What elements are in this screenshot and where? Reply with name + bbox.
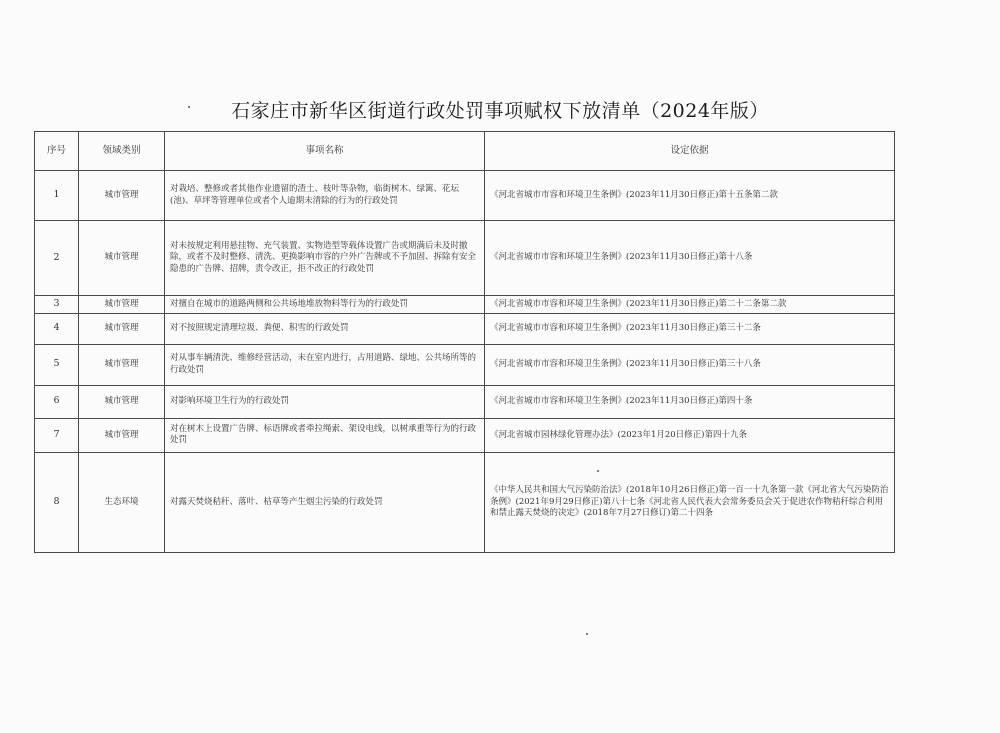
row-item: 对从事车辆清洗、维修经营活动，未在室内进行，占用道路、绿地、公共场所等的行政处罚: [165, 344, 485, 385]
row-category: 城市管理: [79, 171, 165, 221]
table-row: [35, 313, 895, 344]
row-basis: 《河北省城市园林绿化管理办法》(2023年1月20日修正)第四十九条: [485, 418, 895, 452]
row-basis: 《河北省城市市容和环境卫生条例》(2023年11月30日修正)第二十二条第二款: [485, 296, 895, 314]
header-item: 事项名称: [165, 132, 485, 171]
row-item: 对影响环境卫生行为的行政处罚: [165, 385, 485, 418]
row-basis: 《中华人民共和国大气污染防治法》(2018年10月26日修正)第一百一十九条第一款《河北省大气污染防治条例》(2021年9月29日修正)第八十七条《河北省人民代表大会常务委员会关于促进农作物秸秆综合利用和禁止露天焚烧的决定》(2018年7月27日修订)第二十四条: [485, 452, 895, 552]
page-title: 石家庄市新华区街道行政处罚事项赋权下放清单（2024年版）: [231, 100, 769, 122]
row-category: 城市管理: [79, 418, 165, 452]
row-item: 对不按照规定清理垃圾、粪便、积雪的行政处罚: [165, 313, 485, 344]
header-basis: 设定依据: [485, 132, 895, 171]
row-basis: 《河北省城市市容和环境卫生条例》(2023年11月30日修正)第三十八条: [485, 344, 895, 385]
table-row: [35, 452, 895, 552]
table-header-row: [35, 132, 895, 171]
scan-speck: [597, 470, 599, 472]
row-num: 7: [35, 418, 79, 452]
row-num: 1: [35, 171, 79, 221]
table-row: [35, 171, 895, 221]
table-row: [35, 296, 895, 314]
row-category: 城市管理: [79, 221, 165, 296]
row-num: 6: [35, 385, 79, 418]
scan-speck: [188, 106, 190, 108]
row-basis: 《河北省城市市容和环境卫生条例》(2023年11月30日修正)第十八条: [485, 221, 895, 296]
row-basis: 《河北省城市市容和环境卫生条例》(2023年11月30日修正)第三十二条: [485, 313, 895, 344]
scan-speck: [586, 633, 588, 635]
row-item: 对栽培、整修或者其他作业遗留的渣土、枝叶等杂物，临街树木、绿篱、花坛(池)、草坪等管理单位或者个人逾期未清除的行为的行政处罚: [165, 171, 485, 221]
table-row: [35, 344, 895, 385]
row-item: 对未按规定利用悬挂物、充气装置、实物造型等载体设置广告或期满后未及时撤除，或者不及时整修、清洗、更换影响市容的户外广告牌或不予加固、拆除有安全隐患的广告牌、招牌，责令改正，拒不改正的行政处罚: [165, 221, 485, 296]
row-num: 8: [35, 452, 79, 552]
row-category: 城市管理: [79, 296, 165, 314]
row-item: 对在树木上设置广告牌、标语牌或者牵拉绳索、架设电线，以树承重等行为的行政处罚: [165, 418, 485, 452]
row-category: 城市管理: [79, 344, 165, 385]
row-basis: 《河北省城市市容和环境卫生条例》(2023年11月30日修正)第十五条第二款: [485, 171, 895, 221]
row-category: 城市管理: [79, 385, 165, 418]
header-category: 领域类别: [79, 132, 165, 171]
row-num: 4: [35, 313, 79, 344]
row-num: 3: [35, 296, 79, 314]
row-num: 2: [35, 221, 79, 296]
table-row: [35, 385, 895, 418]
row-category: 城市管理: [79, 313, 165, 344]
row-category: 生态环境: [79, 452, 165, 552]
row-item: 对露天焚烧秸秆、落叶、枯草等产生烟尘污染的行政处罚: [165, 452, 485, 552]
table-row: [35, 221, 895, 296]
row-num: 5: [35, 344, 79, 385]
header-num: 序号: [35, 132, 79, 171]
row-item: 对擅自在城市的道路两侧和公共场地堆放物料等行为的行政处罚: [165, 296, 485, 314]
row-basis: 《河北省城市市容和环境卫生条例》(2023年11月30日修正)第四十条: [485, 385, 895, 418]
table-row: [35, 418, 895, 452]
penalty-list-table: [34, 131, 895, 553]
